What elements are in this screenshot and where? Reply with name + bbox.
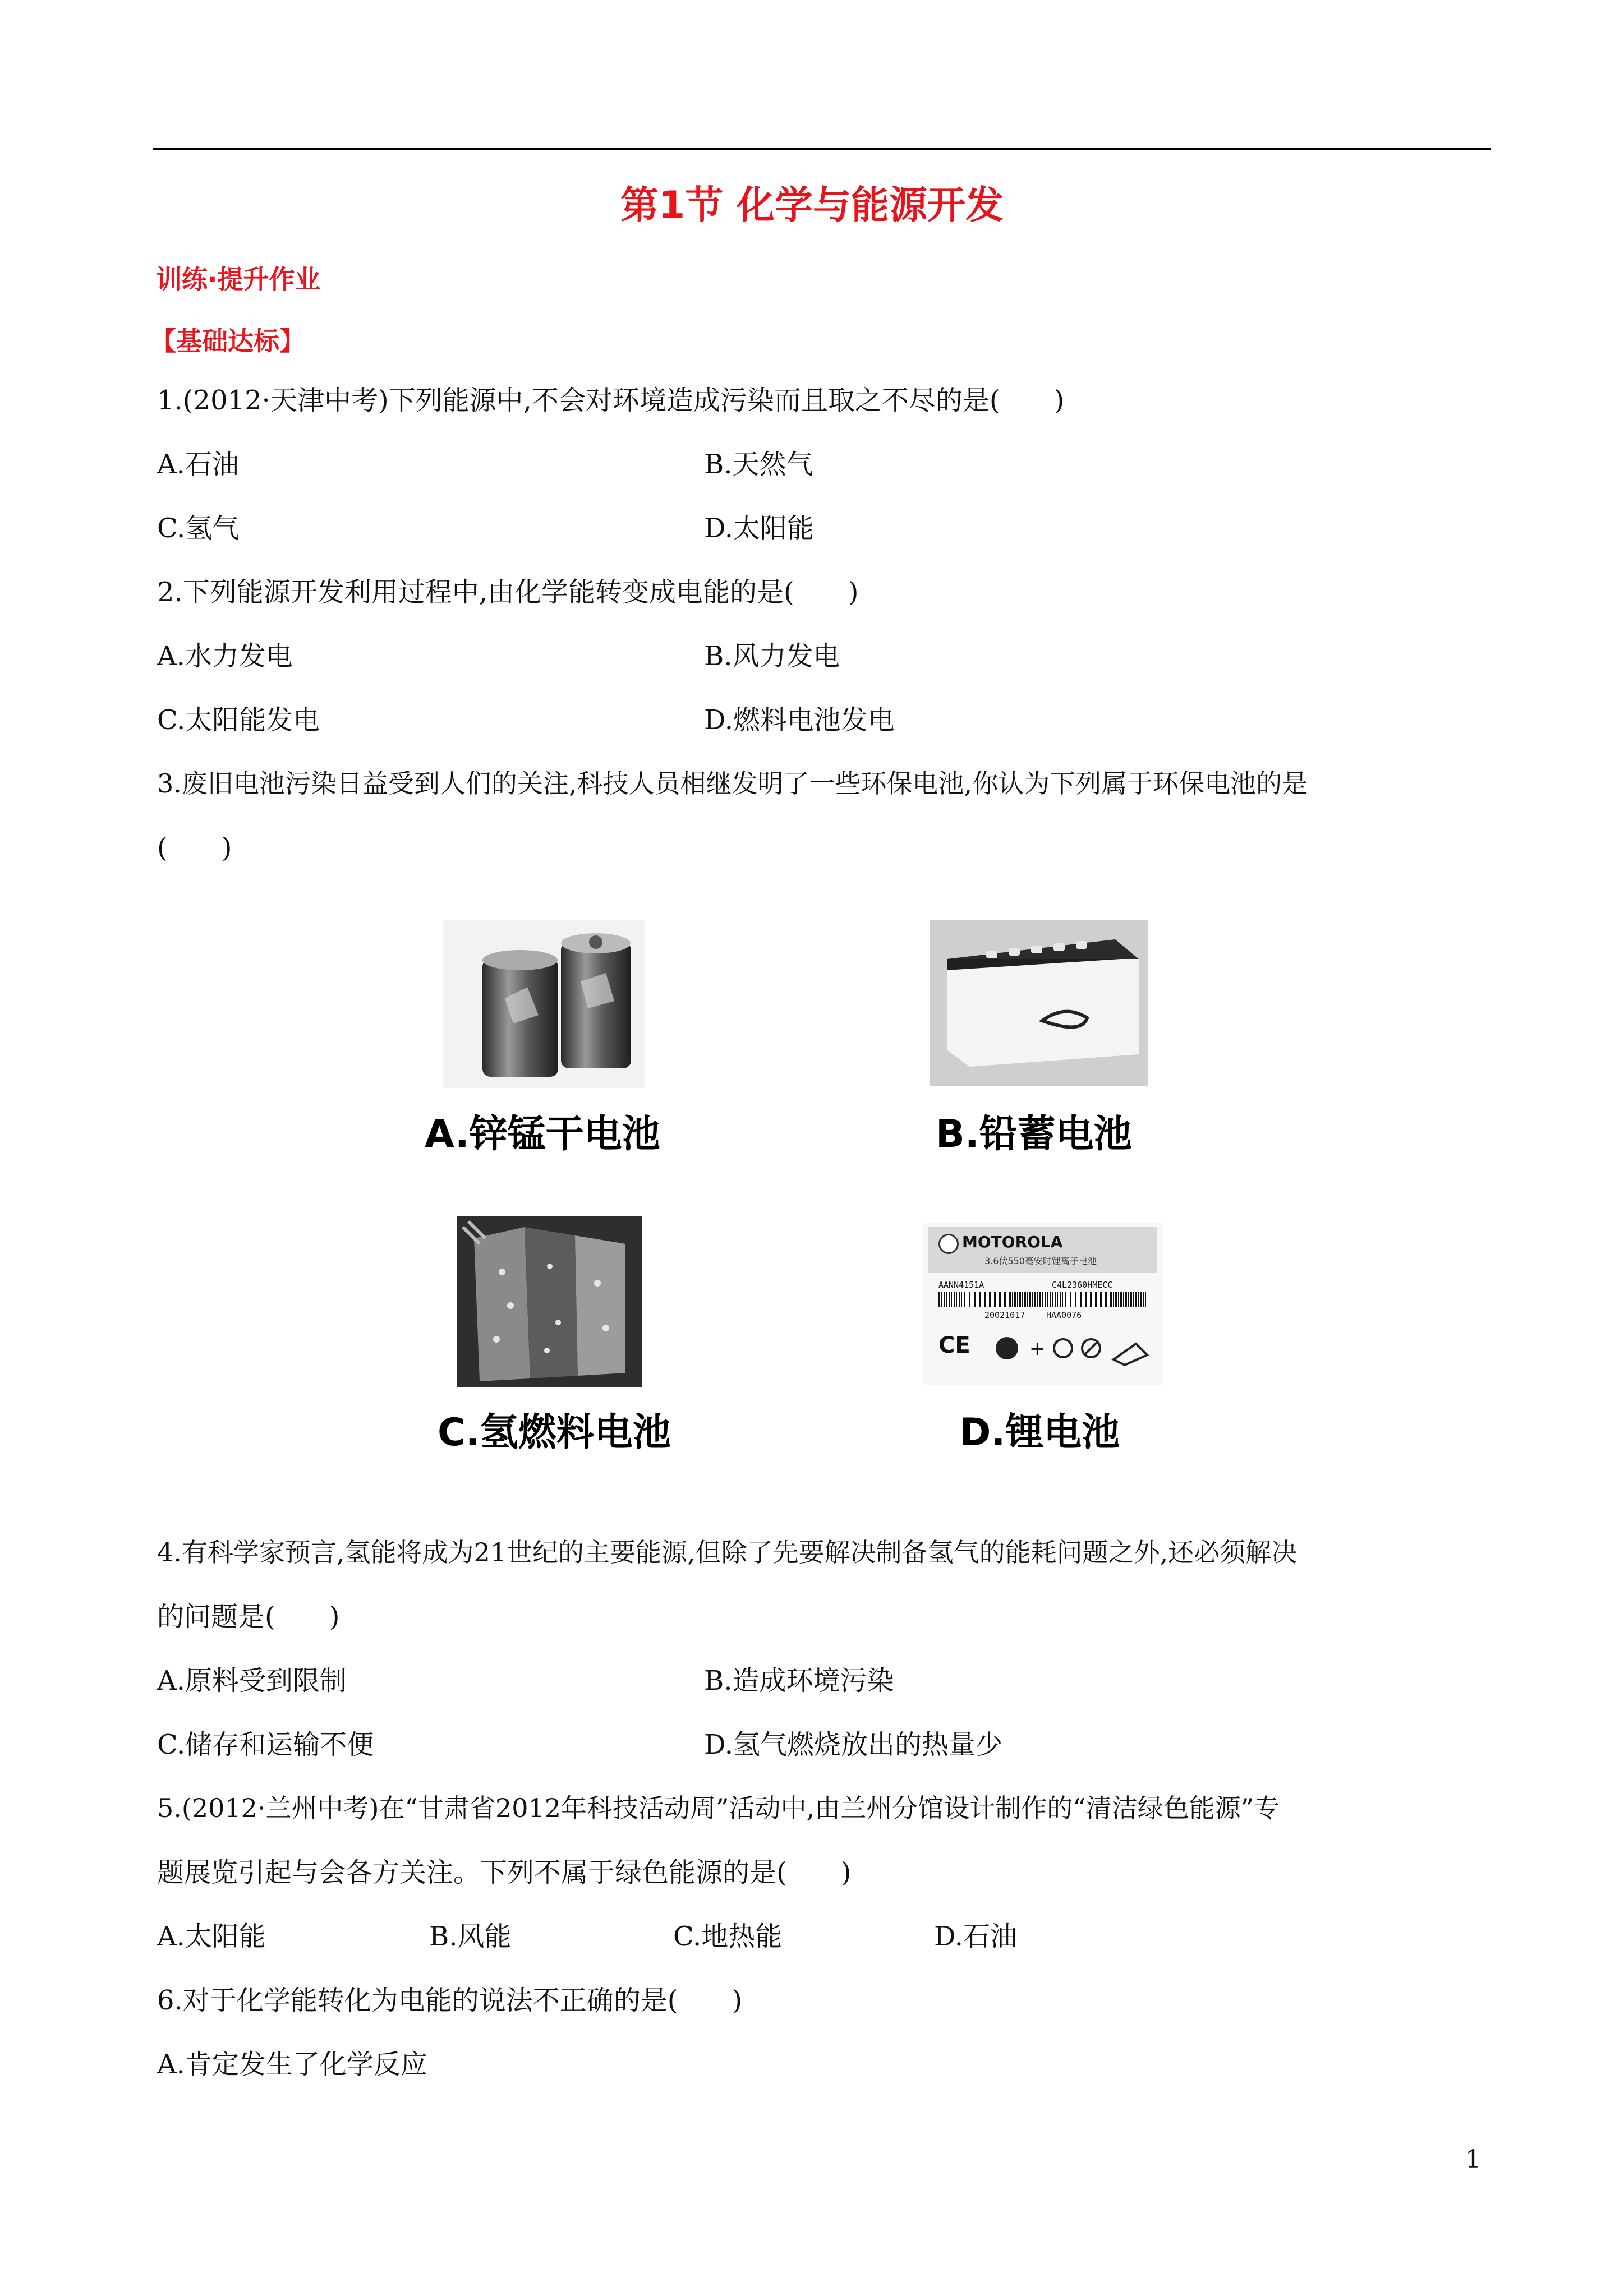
image-caption-b: B.铅蓄电池 bbox=[936, 1112, 1132, 1156]
label-code-1: AANN4151A bbox=[938, 1280, 984, 1290]
question-2-option-b: B.风力发电 bbox=[704, 640, 840, 672]
label-code-2: C4L2360HMECC bbox=[1052, 1280, 1113, 1290]
motorola-logo-icon bbox=[938, 1234, 959, 1254]
label-code-4: HAA0076 bbox=[1046, 1310, 1082, 1320]
zinc-manganese-battery-image bbox=[443, 920, 645, 1088]
question-1-option-c: C.氢气 bbox=[157, 513, 240, 544]
question-4-stem-line2: 的问题是( ) bbox=[157, 1601, 340, 1633]
label-brand: MOTOROLA bbox=[962, 1233, 1063, 1251]
image-caption-d: D.锂电池 bbox=[959, 1410, 1120, 1455]
page-number: 1 bbox=[1465, 2145, 1481, 2174]
question-2-option-d: D.燃料电池发电 bbox=[704, 704, 895, 736]
question-6-stem: 6.对于化学能转化为电能的说法不正确的是( ) bbox=[157, 1985, 743, 2016]
lead-acid-battery-image bbox=[930, 920, 1148, 1086]
question-1-option-d: D.太阳能 bbox=[704, 513, 815, 544]
fuel-cell-stack-icon bbox=[457, 1216, 642, 1387]
question-5-stem-line2: 题展览引起与会各方关注。下列不属于绿色能源的是( ) bbox=[157, 1857, 852, 1888]
question-2-option-a: A.水力发电 bbox=[157, 640, 293, 672]
subsection-label: 【基础达标】 bbox=[150, 326, 305, 356]
question-4-option-d: D.氢气燃烧放出的热量少 bbox=[704, 1729, 1003, 1760]
hydrogen-fuel-cell-image bbox=[457, 1216, 642, 1387]
car-battery-icon bbox=[930, 920, 1148, 1086]
question-4-stem-line1: 4.有科学家预言,氢能将成为21世纪的主要能源,但除了先要解决制备氢气的能耗问题之外,还必须解决 bbox=[157, 1537, 1298, 1567]
question-5-option-b: B.风能 bbox=[429, 1921, 512, 1952]
certification-icons bbox=[990, 1333, 1153, 1366]
question-2-option-c: C.太阳能发电 bbox=[157, 704, 320, 736]
image-caption-c: C.氢燃料电池 bbox=[438, 1410, 671, 1455]
question-4-option-b: B.造成环境污染 bbox=[704, 1665, 894, 1696]
dry-battery-icon bbox=[443, 920, 645, 1088]
image-caption-a: A.锌锰干电池 bbox=[425, 1112, 660, 1156]
top-rule bbox=[153, 148, 1491, 150]
question-3-stem-line1: 3.废旧电池污染日益受到人们的关注,科技人员相继发明了一些环保电池,你认为下列属于环保电池的是 bbox=[157, 768, 1308, 799]
question-4-option-c: C.储存和运输不便 bbox=[157, 1729, 374, 1760]
ce-mark: CE bbox=[938, 1333, 970, 1358]
question-5-option-d: D.石油 bbox=[934, 1921, 1018, 1952]
question-2-stem: 2.下列能源开发利用过程中,由化学能转变成电能的是( ) bbox=[157, 577, 859, 608]
question-6-option-a: A.肯定发生了化学反应 bbox=[157, 2049, 427, 2080]
question-1-option-b: B.天然气 bbox=[704, 449, 813, 480]
svg-text:+: + bbox=[1029, 1338, 1046, 1360]
question-5-stem-line1: 5.(2012·兰州中考)在“甘肃省2012年科技活动周”活动中,由兰州分馆设计制作的“清洁绿色能源”专 bbox=[157, 1793, 1280, 1823]
question-4-option-a: A.原料受到限制 bbox=[157, 1665, 347, 1696]
question-1-option-a: A.石油 bbox=[157, 449, 239, 480]
barcode-icon bbox=[938, 1292, 1146, 1307]
question-5-option-c: C.地热能 bbox=[673, 1921, 783, 1952]
section-label: 训练·提升作业 bbox=[156, 264, 321, 294]
question-5-option-a: A.太阳能 bbox=[157, 1921, 266, 1952]
label-code-3: 20021017 bbox=[984, 1310, 1025, 1320]
question-1-stem: 1.(2012·天津中考)下列能源中,不会对环境造成污染而且取之不尽的是( ) bbox=[157, 385, 1065, 416]
question-3-stem-line2: ( ) bbox=[157, 832, 232, 864]
page-title: 第1节 化学与能源开发 bbox=[620, 183, 1004, 228]
lithium-battery-image bbox=[923, 1223, 1163, 1385]
label-spec: 3.6伏550毫安时锂离子电池 bbox=[984, 1256, 1097, 1266]
